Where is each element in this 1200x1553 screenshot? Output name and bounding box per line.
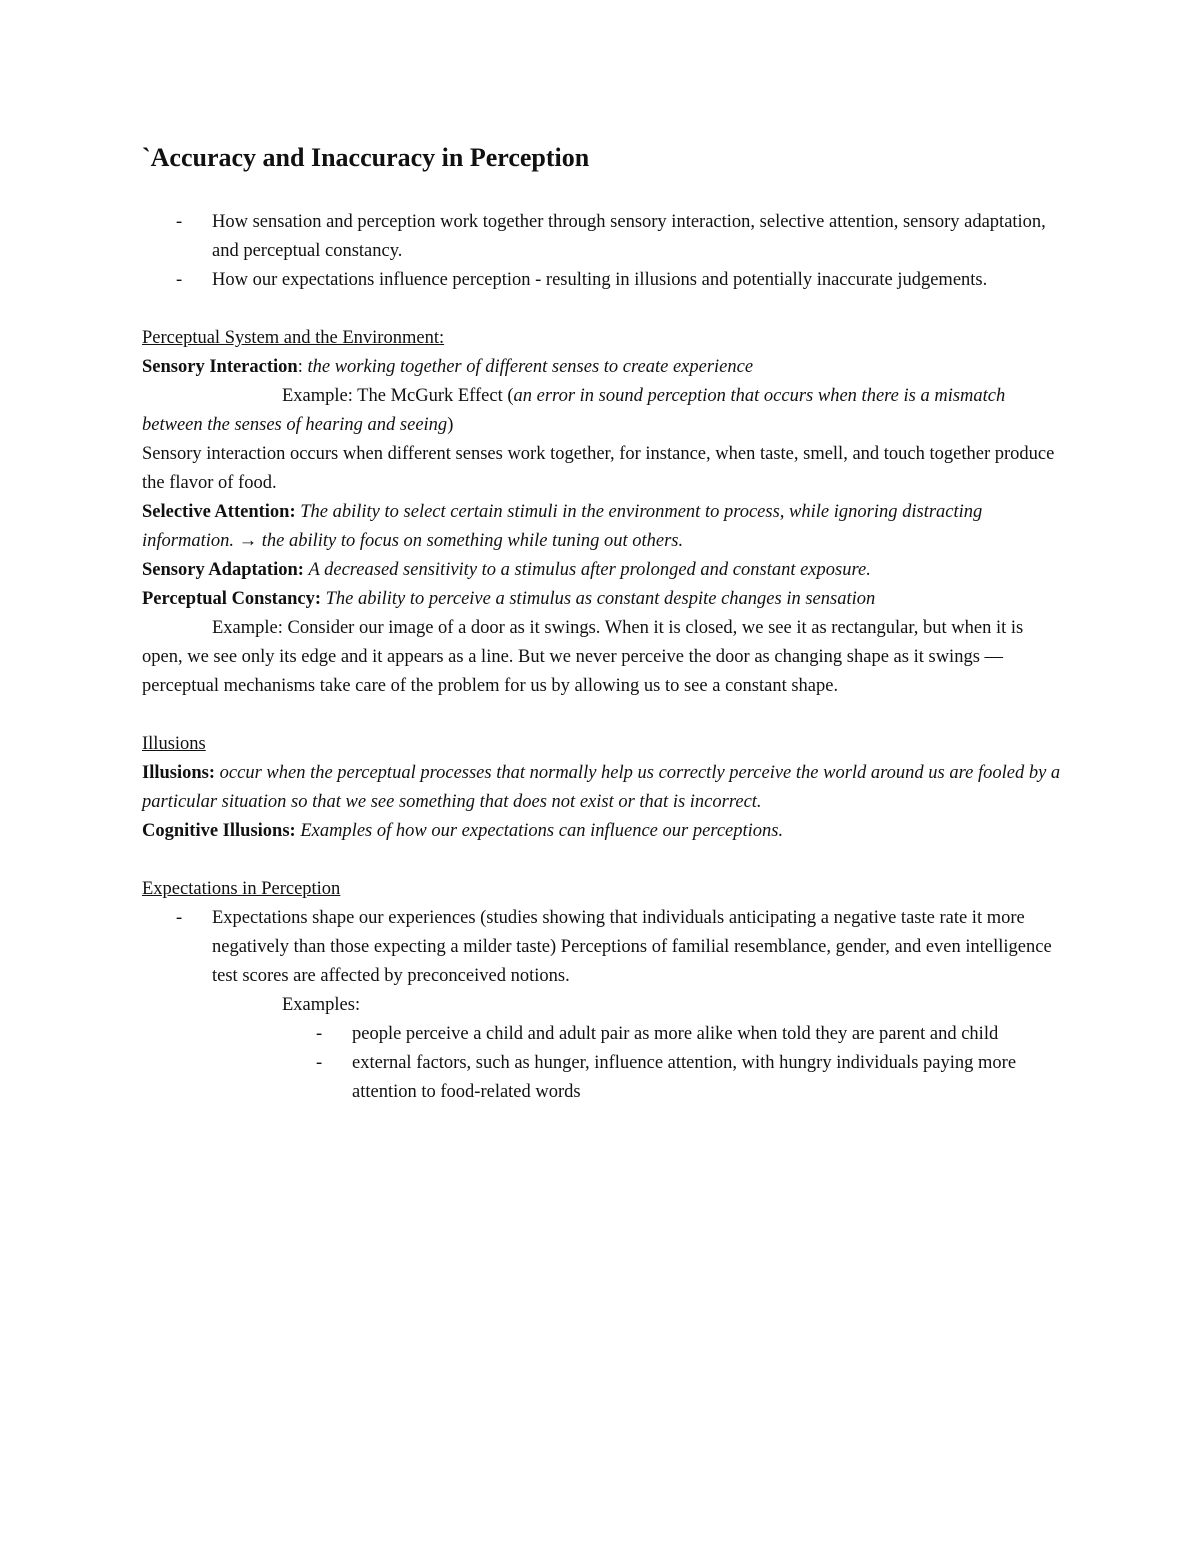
definition-text: occur when the perceptual processes that normally help us correctly perceive the world around us are fooled by a particular situation so that we see something that does not exist or that is incorrect. xyxy=(142,763,1061,812)
list-item xyxy=(142,266,1062,295)
term-label: Perceptual Constancy: xyxy=(142,589,321,609)
bullet-marker: - xyxy=(316,1024,323,1044)
list-item-text: Expectations shape our experiences (studies showing that individuals anticipating a negative taste rate it more negatively than those expecting a milder taste) Perceptions of familial resemblance, gender, and even intelligence test scores are affected by preconceived notions. xyxy=(212,908,1052,986)
term-label: Selective Attention: xyxy=(142,502,296,522)
term-label: Sensory Interaction xyxy=(142,357,298,377)
list-item xyxy=(142,208,1062,266)
definition-text: The ability to perceive a stimulus as constant despite changes in sensation xyxy=(325,589,876,609)
sensory-adaptation-definition xyxy=(142,556,1062,585)
bullet-marker: - xyxy=(176,270,183,290)
illusions-definition xyxy=(142,759,1062,817)
term-label: Cognitive Illusions: xyxy=(142,821,296,841)
list-item-text: How our expectations influence perception - resulting in illusions and potentially inaccurate judgements. xyxy=(212,270,988,290)
cognitive-illusions-definition xyxy=(142,817,1062,846)
section-heading-illusions: Illusions xyxy=(142,734,206,754)
sensory-interaction-definition: Sensory Interaction: the working together of different senses to create experience xyxy=(142,357,754,377)
document-content xyxy=(142,138,1062,1107)
term-label: Sensory Adaptation: xyxy=(142,560,304,580)
section-heading-expectations: Expectations in Perception xyxy=(142,879,341,899)
spacer xyxy=(142,846,1062,875)
list-item xyxy=(142,904,1062,991)
page-title: `Accuracy and Inaccuracy in Perception xyxy=(142,143,590,172)
sensory-interaction-note: Sensory interaction occurs when different senses work together, for instance, when taste, smell, and touch together produce the flavor of food. xyxy=(142,444,1055,493)
perceptual-constancy-definition xyxy=(142,585,1062,614)
definition-text: Examples of how our expectations can influence our perceptions. xyxy=(300,821,784,841)
mcgurk-example: Example: The McGurk Effect (an error in sound perception that occurs when there is a mismatch between the senses of hearing and seeing) xyxy=(142,386,1006,435)
selective-attention-definition xyxy=(142,498,1062,556)
definition-text: The ability to select certain stimuli in the environment to process, while ignoring distracting information. → the ability to focus on something while tuning out others. xyxy=(142,502,983,551)
spacer xyxy=(142,295,1062,324)
bullet-marker: - xyxy=(316,1053,323,1073)
bullet-marker: - xyxy=(176,212,183,232)
definition-text: A decreased sensitivity to a stimulus after prolonged and constant exposure. xyxy=(308,560,871,580)
definition-text: the working together of different senses to create experience xyxy=(307,357,754,377)
bullet-marker: - xyxy=(176,908,183,928)
list-item xyxy=(282,1049,1062,1107)
door-example: Example: Consider our image of a door as it swings. When it is closed, we see it as rectangular, but when it is open, we see only its edge and it appears as a line. But we never perceive the door as changing shape as it swings — perceptual mechanisms take care of the problem for us by allowing us to see a constant shape. xyxy=(142,618,1024,696)
examples-bullet-list xyxy=(282,1020,1062,1107)
list-item xyxy=(282,1020,1062,1049)
examples-label: Examples: xyxy=(282,995,361,1015)
section-heading-perceptual-system: Perceptual System and the Environment: xyxy=(142,328,445,348)
list-item-text: external factors, such as hunger, influence attention, with hungry individuals paying more attention to food-related words xyxy=(352,1053,1017,1102)
expectations-bullet-list xyxy=(142,904,1062,991)
list-item-text: people perceive a child and adult pair as more alike when told they are parent and child xyxy=(352,1024,999,1044)
spacer xyxy=(142,701,1062,730)
list-item-text: How sensation and perception work together through sensory interaction, selective attention, sensory adaptation, and perceptual constancy. xyxy=(212,212,1046,261)
term-label: Illusions: xyxy=(142,763,216,783)
intro-bullet-list xyxy=(142,208,1062,295)
